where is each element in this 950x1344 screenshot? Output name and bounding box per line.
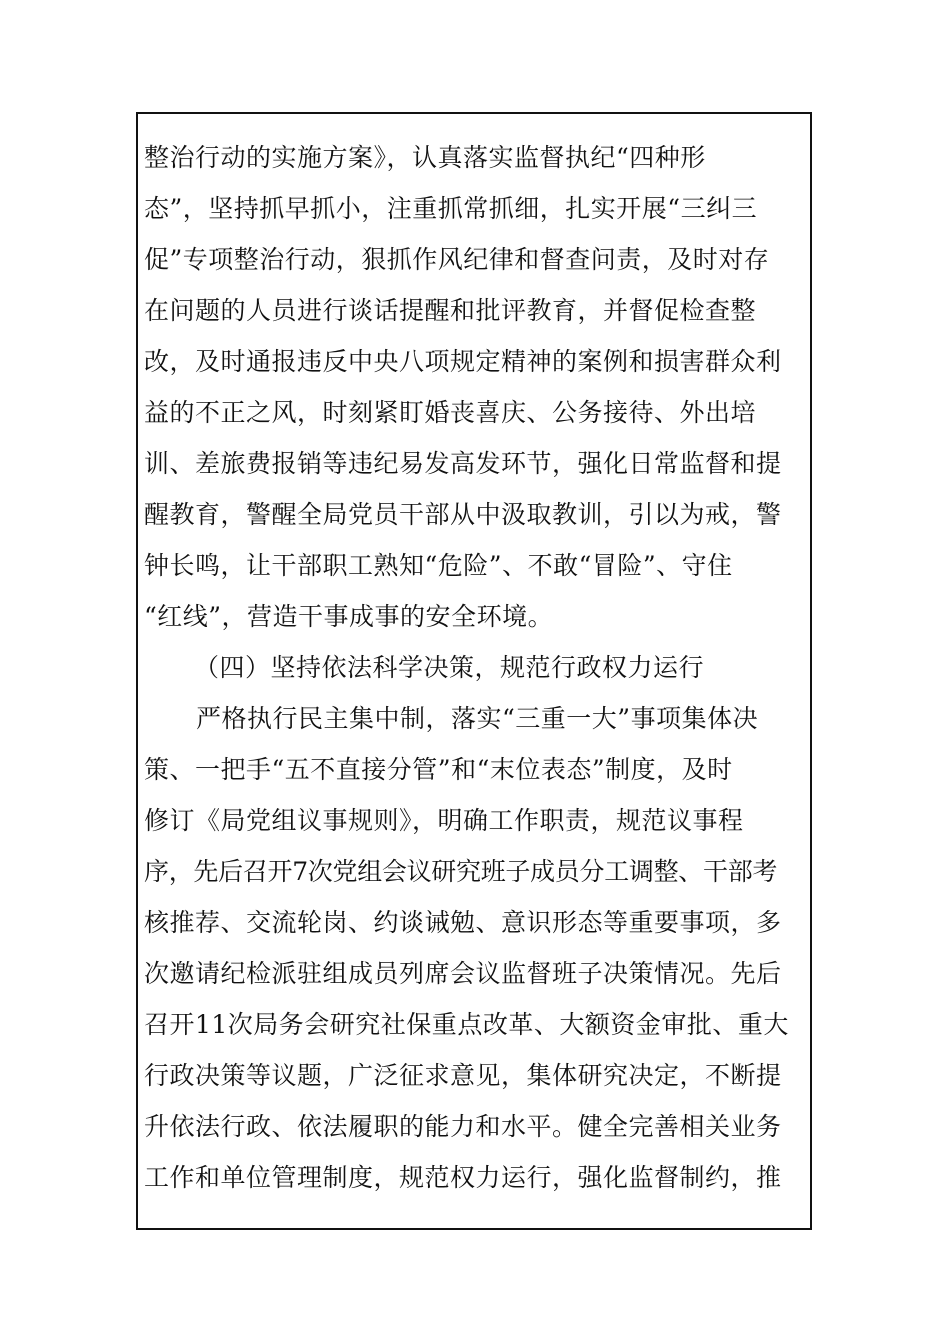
text-line: 益的不正之风，时刻紧盯婚丧喜庆、公务接待、外出培 — [144, 398, 757, 427]
text-line: 在问题的人员进行谈话提醒和批评教育，并督促检查整 — [144, 296, 757, 325]
text-line: 工作和单位管理制度，规范权力运行，强化监督制约，推 — [144, 1163, 782, 1192]
text-line: 训、差旅费报销等违纪易发高发环节，强化日常监督和提 — [144, 449, 782, 478]
text-line: 次邀请纪检派驻组成员列席会议监督班子决策情况。先后 — [144, 959, 782, 988]
text-line: 态”，坚持抓早抓小，注重抓常抓细，扎实开展“三纠三 — [144, 194, 758, 223]
text-line: 促”专项整治行动，狠抓作风纪律和督查问责，及时对存 — [144, 245, 770, 274]
text-line: 策、一把手“五不直接分管”和“末位表态”制度，及时 — [144, 755, 733, 784]
text-line: 整治行动的实施方案》，认真落实监督执纪“四种形 — [144, 143, 706, 172]
text-line: 钟长鸣，让干部职工熟知“危险”、不敢“冒险”、守住 — [144, 551, 733, 580]
text-line: 修订《局党组议事规则》，明确工作职责，规范议事程 — [144, 806, 744, 835]
document-body — [144, 132, 808, 1203]
text-line: 核推荐、交流轮岗、约谈诫勉、意识形态等重要事项，多 — [144, 908, 782, 937]
text-line: 序，先后召开7次党组会议研究班子成员分工调整、干部考 — [144, 857, 778, 886]
section-heading: （四）坚持依法科学决策，规范行政权力运行 — [194, 653, 705, 682]
text-line: 召开11次局务会研究社保重点改革、大额资金审批、重大 — [144, 1010, 789, 1039]
text-line: 行政决策等议题，广泛征求意见，集体研究决定，不断提 — [144, 1061, 782, 1090]
text-line: “红线”，营造干事成事的安全环境。 — [144, 602, 554, 631]
text-line: 升依法行政、依法履职的能力和水平。健全完善相关业务 — [144, 1112, 782, 1141]
text-line: 醒教育，警醒全局党员干部从中汲取教训，引以为戒，警 — [144, 500, 782, 529]
paragraph-first-line: 严格执行民主集中制，落实“三重一大”事项集体决 — [196, 704, 759, 733]
text-line: 改，及时通报违反中央八项规定精神的案例和损害群众利 — [144, 347, 782, 376]
